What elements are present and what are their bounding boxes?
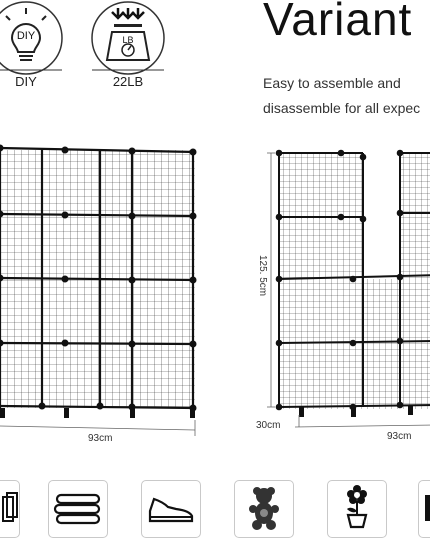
- weight-badge-label: 22LB: [112, 74, 144, 89]
- documents-icon: [0, 481, 19, 537]
- use-icon-partial: [418, 480, 430, 538]
- scale-text: LB: [122, 35, 134, 45]
- right-width-label: 93cm: [387, 431, 412, 442]
- diy-badge-label: DIY: [15, 74, 37, 89]
- use-icon-teddy-bear: [234, 480, 294, 538]
- left-storage-cube-illustration: [0, 140, 210, 440]
- folded-clothes-icon: [49, 481, 107, 537]
- right-height-label: 125. 5cm: [257, 255, 268, 297]
- use-icon-folded-clothes: [48, 480, 108, 538]
- description-line-2: disassemble for all expec: [263, 100, 421, 116]
- sneaker-icon: [142, 481, 200, 537]
- right-storage-cube-illustration: [265, 145, 430, 435]
- partial-icon: [419, 481, 430, 537]
- teddy-bear-icon: [235, 481, 293, 537]
- left-width-label: 93cm: [88, 433, 113, 444]
- description-line-1: Easy to assemble and: [263, 75, 401, 91]
- use-icon-documents: [0, 480, 20, 538]
- potted-flower-icon: [328, 481, 386, 537]
- use-icon-sneaker: [141, 480, 201, 538]
- diy-bulb-text: DIY: [16, 30, 36, 42]
- diy-badge: [0, 0, 64, 90]
- use-icon-potted-flower: [327, 480, 387, 538]
- page-title: Variant: [263, 0, 413, 45]
- right-depth-label: 30cm: [256, 420, 281, 431]
- weight-badge: [90, 0, 166, 90]
